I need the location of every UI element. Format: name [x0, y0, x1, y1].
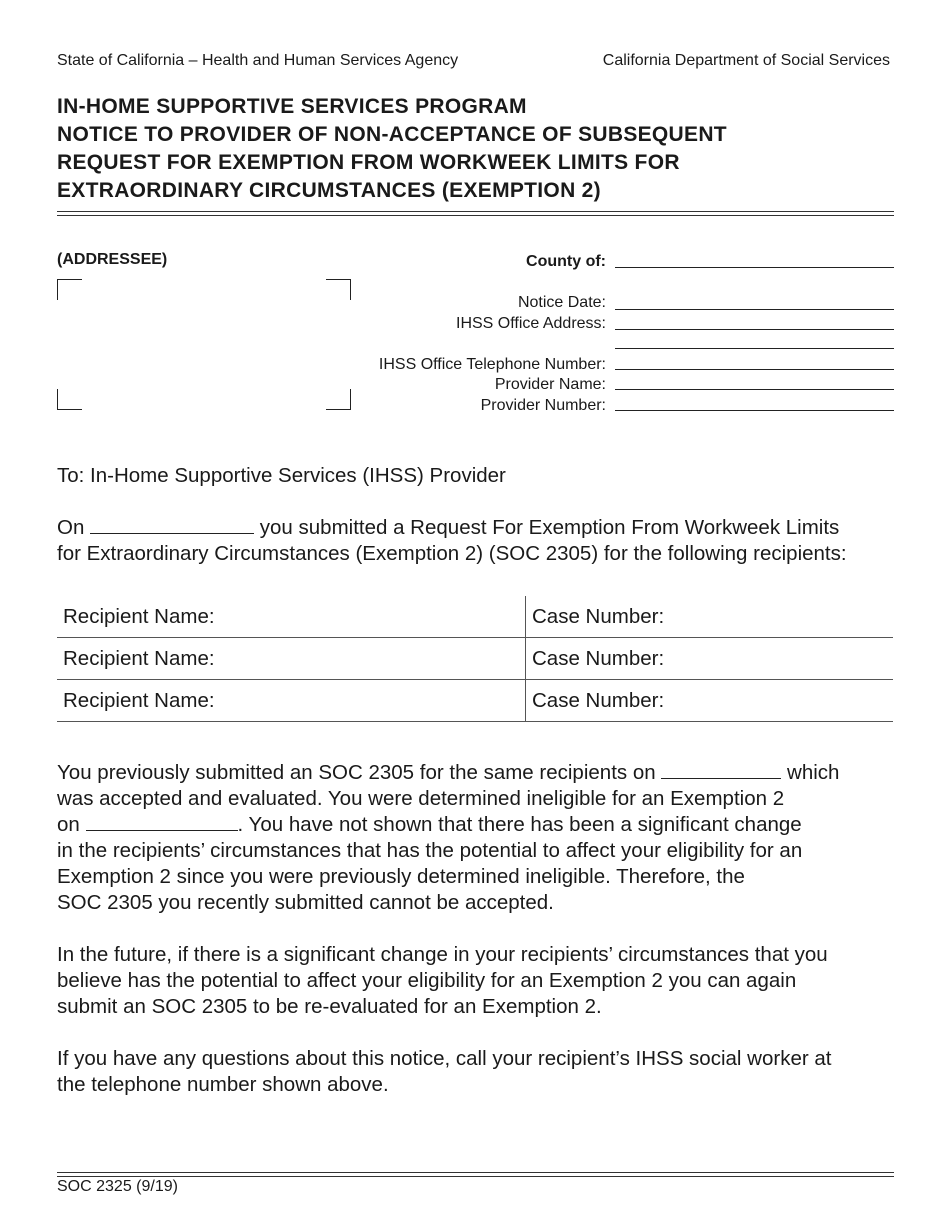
paragraph-1-line-3	[57, 812, 802, 838]
office-address-label: IHSS Office Address:	[456, 315, 606, 332]
title-divider-bottom	[57, 215, 894, 216]
address-window-corner	[326, 389, 351, 410]
salutation: To: In-Home Supportive Services (IHSS) Provider	[57, 464, 506, 487]
office-address-field[interactable]	[615, 329, 894, 330]
paragraph-2-line-1: In the future, if there is a significant change in your recipients’ circumstances that you	[57, 943, 828, 966]
provider-name-field[interactable]	[615, 389, 894, 390]
title-line: EXTRAORDINARY CIRCUMSTANCES (EXEMPTION 2)	[57, 179, 601, 202]
intro-text: you submitted a Request For Exemption From Workweek Limits	[259, 516, 840, 539]
title-divider-top	[57, 211, 894, 212]
addressee-label: (ADDRESSEE)	[57, 251, 168, 268]
paragraph-2-line-3: submit an SOC 2305 to be re-evaluated for an Exemption 2.	[57, 995, 602, 1018]
case-number-cell[interactable]: Case Number:	[526, 680, 894, 722]
table-row	[57, 680, 893, 722]
office-phone-field[interactable]	[615, 369, 894, 370]
paragraph-1-line-6: SOC 2305 you recently submitted cannot be accepted.	[57, 891, 554, 914]
address-window-corner	[57, 389, 82, 410]
paragraph-text: You previously submitted an SOC 2305 for the same recipients on	[57, 761, 656, 784]
address-window-corner	[57, 279, 82, 300]
page-title	[57, 93, 907, 205]
office-address-field-line2[interactable]	[615, 348, 894, 349]
office-phone-label: IHSS Office Telephone Number:	[378, 356, 606, 373]
provider-number-field[interactable]	[615, 410, 894, 411]
intro-line-2: for Extraordinary Circumstances (Exemption 2) (SOC 2305) for the following recipients:	[57, 542, 847, 565]
intro-text: On	[57, 516, 85, 539]
case-number-cell[interactable]: Case Number:	[526, 638, 894, 680]
footer-divider-top	[57, 1172, 894, 1173]
paragraph-1-line-4: in the recipients’ circumstances that has the potential to affect your eligibility for an	[57, 839, 803, 862]
form-number: SOC 2325 (9/19)	[57, 1178, 178, 1195]
notice-date-label: Notice Date:	[517, 294, 606, 311]
notice-date-field[interactable]	[615, 309, 894, 310]
paragraph-1-line-5: Exemption 2 since you were previously determined ineligible. Therefore, the	[57, 865, 745, 888]
footer-divider-bottom	[57, 1176, 894, 1177]
ineligible-date-blank[interactable]	[86, 812, 238, 831]
county-of-label: County of:	[526, 253, 606, 270]
intro-line-1	[57, 515, 839, 541]
previous-submission-date-blank[interactable]	[661, 760, 781, 779]
table-row	[57, 596, 893, 638]
agency-header-right: California Department of Social Services	[602, 52, 890, 69]
provider-number-label: Provider Number:	[480, 397, 606, 414]
paragraph-1-line-1	[57, 760, 839, 786]
paragraph-2-line-2: believe has the potential to affect your eligibility for an Exemption 2 you can again	[57, 969, 797, 992]
paragraph-3-line-2: the telephone number shown above.	[57, 1073, 389, 1096]
provider-name-label: Provider Name:	[494, 376, 606, 393]
recipient-name-cell[interactable]: Recipient Name:	[57, 680, 526, 722]
county-of-field[interactable]	[615, 267, 894, 268]
recipients-table	[57, 596, 893, 722]
paragraph-3-line-1: If you have any questions about this notice, call your recipient’s IHSS social worker at	[57, 1047, 832, 1070]
title-line: REQUEST FOR EXEMPTION FROM WORKWEEK LIMITS FOR	[57, 151, 680, 174]
agency-header-left: State of California – Health and Human Services Agency	[57, 52, 459, 69]
paragraph-text: . You have not shown that there has been a significant change	[237, 813, 802, 836]
paragraph-1-line-2: was accepted and evaluated. You were determined ineligible for an Exemption 2	[57, 787, 785, 810]
title-line: IN-HOME SUPPORTIVE SERVICES PROGRAM	[57, 95, 527, 118]
recipient-name-cell[interactable]: Recipient Name:	[57, 638, 526, 680]
recipient-name-cell[interactable]: Recipient Name:	[57, 596, 526, 638]
case-number-cell[interactable]: Case Number:	[526, 596, 894, 638]
submitted-date-blank[interactable]	[90, 515, 254, 534]
table-row	[57, 638, 893, 680]
paragraph-text: which	[787, 761, 840, 784]
paragraph-text: on	[57, 813, 80, 836]
address-window-corner	[326, 279, 351, 300]
title-line: NOTICE TO PROVIDER OF NON-ACCEPTANCE OF SUBSEQUENT	[57, 123, 727, 146]
